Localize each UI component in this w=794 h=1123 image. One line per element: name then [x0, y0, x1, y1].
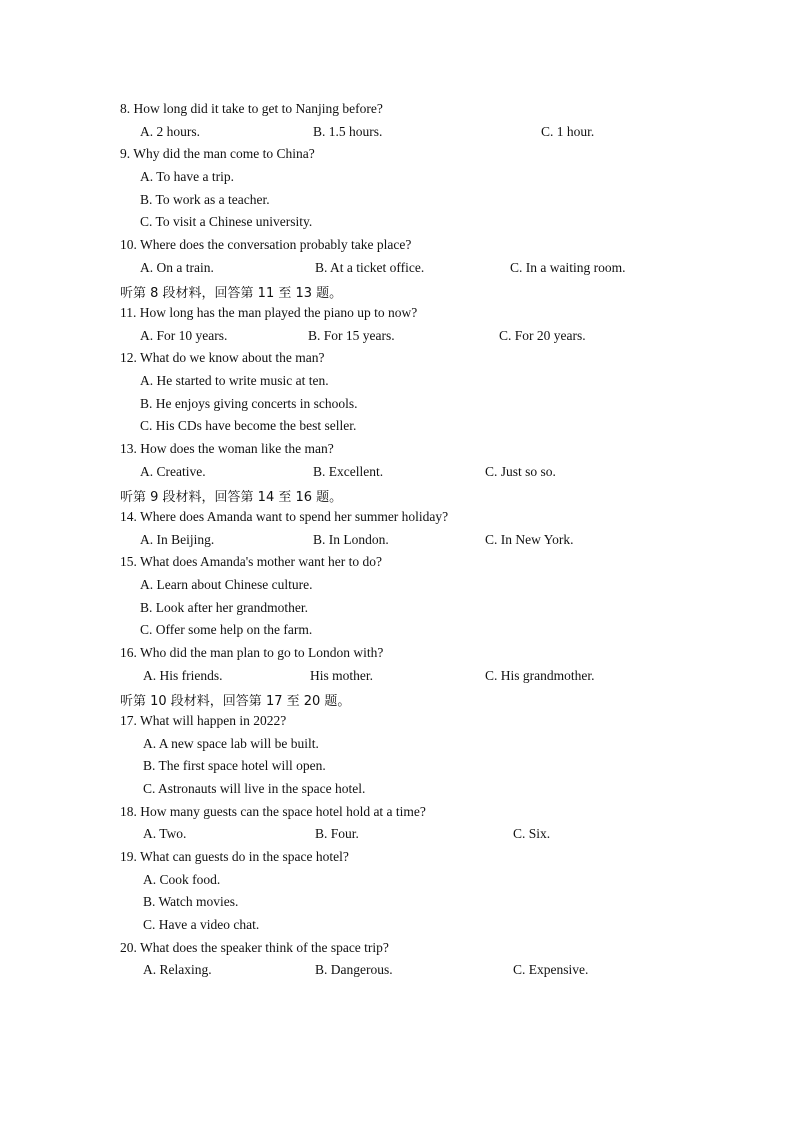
q10-option-b: B. At a ticket office. [315, 260, 425, 275]
q19-option-a: A. Cook food. [143, 872, 221, 887]
q14-option-c: C. In New York. [485, 532, 574, 547]
q16-option-b: His mother. [310, 668, 373, 683]
q13-option-a: A. Creative. [140, 464, 206, 479]
q15-option-b: B. Look after her grandmother. [140, 600, 308, 615]
question-9: 9. Why did the man come to China? [120, 146, 315, 161]
q12-option-c: C. His CDs have become the best seller. [140, 418, 357, 433]
question-11: 11. How long has the man played the piano up to now? [120, 305, 418, 320]
question-18: 18. How many guests can the space hotel hold at a time? [120, 804, 426, 819]
q12-option-b: B. He enjoys giving concerts in schools. [140, 396, 358, 411]
q8-option-b: B. 1.5 hours. [313, 124, 383, 139]
section-heading-10: 听第 10 段材料，回答第 17 至 20 题。 [120, 694, 351, 709]
q15-option-a: A. Learn about Chinese culture. [140, 577, 313, 592]
q17-option-a: A. A new space lab will be built. [143, 736, 319, 751]
question-16: 16. Who did the man plan to go to London with? [120, 645, 384, 660]
question-20: 20. What does the speaker think of the space trip? [120, 940, 389, 955]
q11-option-a: A. For 10 years. [140, 328, 228, 343]
question-8: 8. How long did it take to get to Nanjing before? [120, 101, 383, 116]
q20-option-c: C. Expensive. [513, 962, 589, 977]
q18-option-b: B. Four. [315, 826, 359, 841]
q17-option-c: C. Astronauts will live in the space hotel. [143, 781, 366, 796]
q10-option-c: C. In a waiting room. [510, 260, 626, 275]
q10-option-a: A. On a train. [140, 260, 214, 275]
q8-option-c: C. 1 hour. [541, 124, 595, 139]
q8-option-a: A. 2 hours. [140, 124, 200, 139]
question-17: 17. What will happen in 2022? [120, 713, 287, 728]
section-heading-9: 听第 9 段材料，回答第 14 至 16 题。 [120, 490, 343, 505]
section-heading-8: 听第 8 段材料，回答第 11 至 13 题。 [120, 286, 343, 301]
q20-option-a: A. Relaxing. [143, 962, 212, 977]
q11-option-b: B. For 15 years. [308, 328, 395, 343]
question-10: 10. Where does the conversation probably take place? [120, 237, 412, 252]
q16-option-c: C. His grandmother. [485, 668, 595, 683]
question-13: 13. How does the woman like the man? [120, 441, 334, 456]
q14-option-a: A. In Beijing. [140, 532, 215, 547]
q9-option-a: A. To have a trip. [140, 169, 235, 184]
q14-option-b: B. In London. [313, 532, 389, 547]
q13-option-c: C. Just so so. [485, 464, 556, 479]
question-19: 19. What can guests do in the space hotel? [120, 849, 349, 864]
q19-option-b: B. Watch movies. [143, 894, 239, 909]
q19-option-c: C. Have a video chat. [143, 917, 260, 932]
q11-option-c: C. For 20 years. [499, 328, 586, 343]
q20-option-b: B. Dangerous. [315, 962, 393, 977]
question-14: 14. Where does Amanda want to spend her summer holiday? [120, 509, 449, 524]
q9-option-c: C. To visit a Chinese university. [140, 214, 313, 229]
q16-option-a: A. His friends. [143, 668, 223, 683]
q17-option-b: B. The first space hotel will open. [143, 758, 326, 773]
question-12: 12. What do we know about the man? [120, 350, 325, 365]
q15-option-c: C. Offer some help on the farm. [140, 622, 313, 637]
question-15: 15. What does Amanda's mother want her to do? [120, 554, 382, 569]
q9-option-b: B. To work as a teacher. [140, 192, 270, 207]
q13-option-b: B. Excellent. [313, 464, 384, 479]
q18-option-c: C. Six. [513, 826, 551, 841]
q12-option-a: A. He started to write music at ten. [140, 373, 329, 388]
q18-option-a: A. Two. [143, 826, 187, 841]
